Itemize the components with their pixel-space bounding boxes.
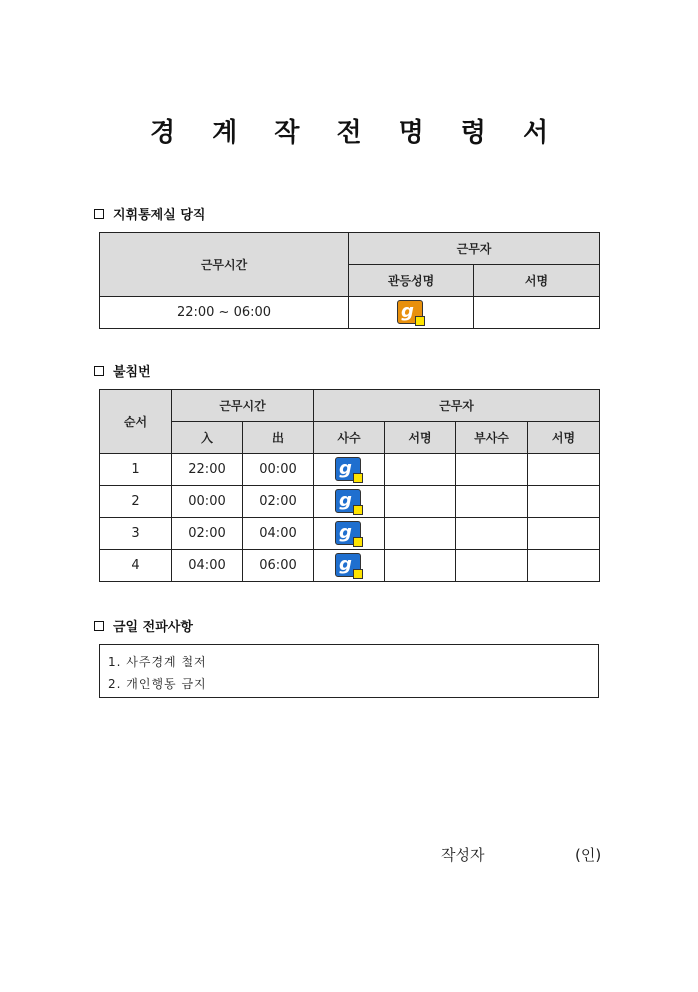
section-heading-label: 불침번 [113, 365, 151, 380]
blue-app-icon: g [335, 553, 363, 579]
section-heading-label: 금일 전파사항 [113, 620, 193, 635]
assistant-cell[interactable] [456, 486, 528, 518]
in-time-cell: 00:00 [172, 486, 243, 518]
table-row [100, 550, 600, 582]
out-time-cell: 04:00 [243, 518, 314, 550]
header-out: 出 [243, 422, 314, 454]
order-cell: 4 [100, 550, 172, 582]
sign-cell[interactable] [528, 486, 600, 518]
table-row [100, 454, 600, 486]
blue-app-icon: g [335, 489, 363, 515]
out-time-cell: 00:00 [243, 454, 314, 486]
leader-cell[interactable] [314, 454, 385, 486]
night-watch-table [99, 389, 600, 582]
section-heading-night-watch [94, 361, 151, 380]
order-cell: 3 [100, 518, 172, 550]
header-order: 순서 [100, 390, 172, 454]
header-work-time: 근무시간 [172, 390, 314, 422]
sign-cell[interactable] [528, 550, 600, 582]
announcement-item: 1. 사주경계 철저 [108, 655, 207, 669]
order-cell: 1 [100, 454, 172, 486]
header-assistant: 부사수 [456, 422, 528, 454]
out-time-cell: 02:00 [243, 486, 314, 518]
checkbox-square-icon [94, 209, 104, 219]
sign-cell[interactable] [385, 486, 456, 518]
seal-label: (인) [575, 846, 602, 864]
section-heading-duty-officer [94, 204, 205, 223]
header-leader: 사수 [314, 422, 385, 454]
sign-cell[interactable] [385, 550, 456, 582]
table-row [100, 518, 600, 550]
header-sign: 서명 [385, 422, 456, 454]
header-rank-name: 관등성명 [349, 265, 474, 297]
announcements-box [99, 644, 599, 698]
checkbox-square-icon [94, 621, 104, 631]
header-worker: 근무자 [349, 233, 600, 265]
header-sign: 서명 [474, 265, 600, 297]
duty-officer-table [99, 232, 600, 329]
orange-app-icon: g [397, 300, 425, 326]
header-work-time: 근무시간 [100, 233, 349, 297]
header-in: 入 [172, 422, 243, 454]
header-sign: 서명 [528, 422, 600, 454]
blue-app-icon: g [335, 521, 363, 547]
section-heading-label: 지휘통제실 당직 [113, 208, 206, 223]
sign-cell[interactable] [385, 518, 456, 550]
duty-time-cell: 22:00 ~ 06:00 [100, 297, 349, 329]
out-time-cell: 06:00 [243, 550, 314, 582]
leader-cell[interactable] [314, 486, 385, 518]
section-heading-announcements [94, 616, 193, 635]
order-cell: 2 [100, 486, 172, 518]
header-worker: 근무자 [314, 390, 600, 422]
assistant-cell[interactable] [456, 518, 528, 550]
blue-app-icon: g [335, 457, 363, 483]
assistant-cell[interactable] [456, 454, 528, 486]
in-time-cell: 02:00 [172, 518, 243, 550]
table-row [100, 486, 600, 518]
writer-label: 작성자 [441, 846, 485, 864]
document-title: 경 계 작 전 명 령 서 [149, 118, 563, 148]
announcement-item: 2. 개인행동 금지 [108, 677, 207, 691]
sign-cell[interactable] [474, 297, 600, 329]
sign-cell[interactable] [385, 454, 456, 486]
checkbox-square-icon [94, 366, 104, 376]
sign-cell[interactable] [528, 518, 600, 550]
leader-cell[interactable] [314, 550, 385, 582]
assistant-cell[interactable] [456, 550, 528, 582]
rank-name-cell[interactable] [349, 297, 474, 329]
in-time-cell: 04:00 [172, 550, 243, 582]
leader-cell[interactable] [314, 518, 385, 550]
in-time-cell: 22:00 [172, 454, 243, 486]
sign-cell[interactable] [528, 454, 600, 486]
